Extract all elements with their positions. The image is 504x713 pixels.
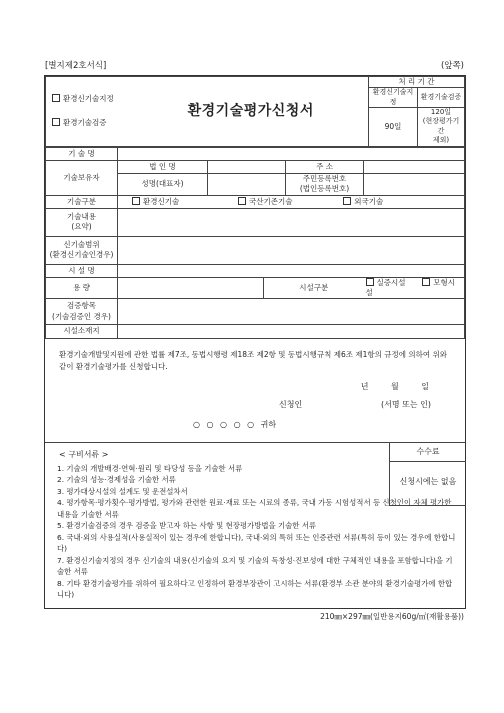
fee-box xyxy=(389,443,466,506)
tech-type-options: 환경신기술 국산기존기술 외국기술 xyxy=(118,195,465,208)
processing-col2: 환경기술검증 xyxy=(417,88,464,108)
fac-opt2-checkbox[interactable] xyxy=(422,278,430,286)
rrn-field[interactable] xyxy=(364,173,465,195)
fields-table xyxy=(45,147,465,339)
facility-name-label: 시 설 명 xyxy=(46,264,118,277)
tech-type-label: 기술구분 xyxy=(46,195,118,208)
verify-items-label: 검증항목 (기술검증인 경우) xyxy=(46,299,118,325)
type-opt2-checkbox[interactable] xyxy=(238,197,246,205)
doc-item-3: 3. 평가대상시설의 설계도 및 운전설차서 xyxy=(57,486,188,496)
doc-item-7: 7. 환경신기술지정의 경우 신기술의 내용(신기술의 요지 및 기술의 독창성·진보성에 대한 구체적인 내용을 포함합니다)을 기술한 서류 xyxy=(57,555,453,577)
name-rep-field[interactable] xyxy=(208,173,286,195)
doc-item-5: 5. 환경기술검증의 경우 검증을 받고자 하는 사항 및 현장평가방법을 기술한 서류 xyxy=(57,521,317,531)
scope-field[interactable] xyxy=(118,236,465,264)
doc-item-8: 8. 기타 환경기술평가를 위하여 필요하다고 인정하여 환경부장관이 고시하는 서류(환경부 소관 분야의 환경기술평가에 한합니다) xyxy=(57,578,453,600)
usage-field[interactable] xyxy=(118,277,264,298)
type-checks: 환경신기술지정 환경기술검증 xyxy=(46,77,134,147)
rrn-label: 주민등록번호 (법인등록번호) xyxy=(286,173,364,195)
facility-loc-label: 시설소재지 xyxy=(46,325,118,339)
type-opt1-checkbox[interactable] xyxy=(132,197,140,205)
processing-col1: 환경신기술지정 xyxy=(368,88,417,108)
page-side-label: (앞쪽) xyxy=(440,61,464,71)
application-form xyxy=(44,75,466,609)
form-number: [별지제2호서식] xyxy=(45,61,107,71)
declaration-block xyxy=(45,339,465,443)
processing-val1: 90일 xyxy=(368,108,417,147)
address-field[interactable] xyxy=(364,160,465,173)
paper-spec: 210㎜×297㎜(일반용지60g/㎡(재활용품)) xyxy=(320,612,464,621)
fac-opt1-checkbox[interactable] xyxy=(366,278,374,286)
scope-label: 신기술범위 (환경신기술인경우) xyxy=(46,236,118,264)
facility-type-label: 시설구분 xyxy=(264,277,364,298)
applicant-signature: (서명 또는 인) xyxy=(381,400,431,409)
designate-checkbox[interactable] xyxy=(52,94,60,102)
processing-val2: 120일 (현장평가기간 제외) xyxy=(417,108,464,147)
doc-item-6: 6. 국내·외의 사용실적(사용실적이 있는 경우에 한합니다), 국내·외의 특허 또는 인증관련 서류(특허 등이 있는 경우에 한합니다) xyxy=(57,532,456,554)
usage-label: 용 량 xyxy=(46,277,118,298)
doc-item-4: 4. 평가항목·평가횟수·평가방법, 평가와 관련한 원료·재료 또는 시료의 종류, 국내 가동 시험성적서 등 신청인이 자체 평가한 내용을 기술한 서류 xyxy=(57,498,452,519)
doc-item-2: 2. 기술의 성능·경제성을 기술한 서류 xyxy=(57,475,176,485)
name-rep-label: 성명(대표자) xyxy=(118,173,208,195)
verify-items-field[interactable] xyxy=(118,299,465,325)
facility-name-field[interactable] xyxy=(118,264,465,277)
declaration-text: 환경기술개발및지원에 관한 법률 제7조, 동법시행령 제18조 제2항 및 동법시행규칙 제6조 제1항의 규정에 의하여 위와 같이 환경기술평가를 신청합니다. xyxy=(59,350,448,371)
processing-label: 처 리 기 간 xyxy=(368,77,464,88)
form-title: 환경기술평가신청서 xyxy=(134,77,369,147)
recipient-line: ○ ○ ○ ○ ○ 귀하 xyxy=(193,420,277,429)
content-label: 기술내용 (요약) xyxy=(46,208,118,236)
verify-checkbox[interactable] xyxy=(52,118,60,126)
holder-label: 기술보유자 xyxy=(46,160,118,195)
address-label: 주 소 xyxy=(286,160,364,173)
tech-name-label: 기 술 명 xyxy=(46,147,118,160)
type-opt3-checkbox[interactable] xyxy=(343,197,351,205)
docs-header: < 구비서류 > xyxy=(59,450,109,459)
fee-value: 신청시에는 없음 xyxy=(399,477,457,486)
facility-type-options: 실증시설 모형시설 xyxy=(364,277,465,298)
declaration-date: 년 월 일 xyxy=(360,382,429,391)
corp-name-field[interactable] xyxy=(208,160,286,173)
tech-name-field[interactable] xyxy=(118,147,465,160)
title-block xyxy=(45,76,465,147)
corp-name-label: 법 인 명 xyxy=(118,160,208,173)
doc-item-1: 1. 기술의 개발배경·연혁·원리 및 타당성 등을 기술한 서류 xyxy=(57,464,243,473)
content-field[interactable] xyxy=(118,208,465,236)
applicant-label: 신청인 xyxy=(279,400,303,409)
facility-loc-field[interactable] xyxy=(118,325,465,339)
fee-label: 수수료 xyxy=(390,443,466,462)
